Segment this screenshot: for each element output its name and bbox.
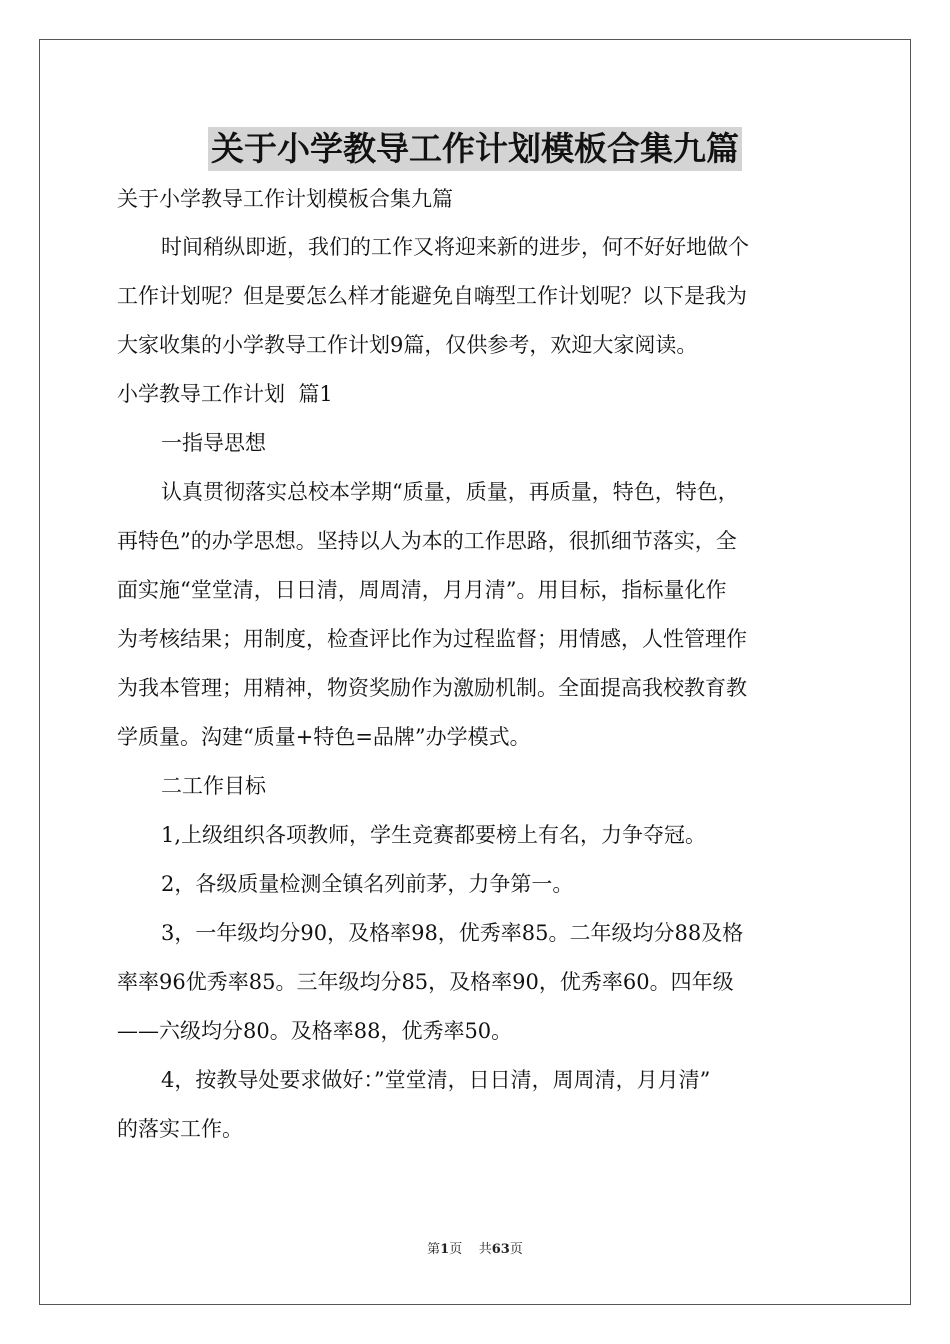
- goal-3-line-2: 率率96优秀率85。三年级均分85，及格率90，优秀率60。四年级: [117, 970, 734, 994]
- intro-line-1: 时间稍纵即逝，我们的工作又将迎来新的进步，何不好好地做个: [161, 235, 749, 259]
- guideline-line-1: 认真贯彻落实总校本学期“质量，质量，再质量，特色，特色，: [161, 480, 739, 504]
- document-title-text: 关于小学教导工作计划模板合集九篇: [208, 127, 742, 171]
- footer-page-number: 1: [440, 1242, 450, 1257]
- footer-page-suffix: 页: [449, 1242, 463, 1257]
- goal-1: 1,上级组织各项教师，学生竞赛都要榜上有名，力争夺冠。: [161, 823, 707, 847]
- page-footer: [0, 1238, 950, 1257]
- guideline-line-6: 学质量。沟建“质量+特色=品牌”办学模式。: [117, 725, 531, 749]
- goal-3-line-1: 3，一年级均分90，及格率98，优秀率85。二年级均分88及格: [161, 921, 744, 945]
- guideline-line-4: 为考核结果；用制度，检查评比作为过程监督；用情感，人性管理作: [117, 627, 747, 651]
- footer-total-pages: 63: [491, 1242, 510, 1257]
- intro-line-3: 大家收集的小学教导工作计划9篇，仅供参考，欢迎大家阅读。: [117, 333, 698, 357]
- footer-total-prefix: 共: [478, 1242, 492, 1257]
- footer-total-suffix: 页: [509, 1242, 523, 1257]
- goal-4-line-2: 的落实工作。: [117, 1117, 243, 1141]
- goal-3-line-3: ——六级均分80。及格率88，优秀率50。: [117, 1019, 513, 1043]
- guideline-line-5: 为我本管理；用精神，物资奖励作为激励机制。全面提高我校教育教: [117, 676, 747, 700]
- goal-2: 2，各级质量检测全镇名列前茅，力争第一。: [161, 872, 574, 896]
- guideline-line-2: 再特色”的办学思想。坚持以人为本的工作思路，很抓细节落实，全: [117, 529, 737, 553]
- heading-work-goals: 二工作目标: [161, 774, 266, 798]
- section-heading: 小学教导工作计划 篇1: [117, 382, 333, 406]
- heading-guiding-thought: 一指导思想: [161, 431, 266, 455]
- subtitle-line: 关于小学教导工作计划模板合集九篇: [117, 187, 453, 211]
- document-body: [117, 176, 833, 1154]
- footer-page-prefix: 第: [427, 1242, 441, 1257]
- goal-4-line-1: 4，按教导处要求做好：”堂堂清，日日清，周周清，月月清”: [161, 1068, 711, 1092]
- document-title: [0, 127, 950, 171]
- guideline-line-3: 面实施“堂堂清，日日清，周周清，月月清”。用目标，指标量化作: [117, 578, 727, 602]
- intro-line-2: 工作计划呢？但是要怎么样才能避免自嗨型工作计划呢？以下是我为: [117, 284, 747, 308]
